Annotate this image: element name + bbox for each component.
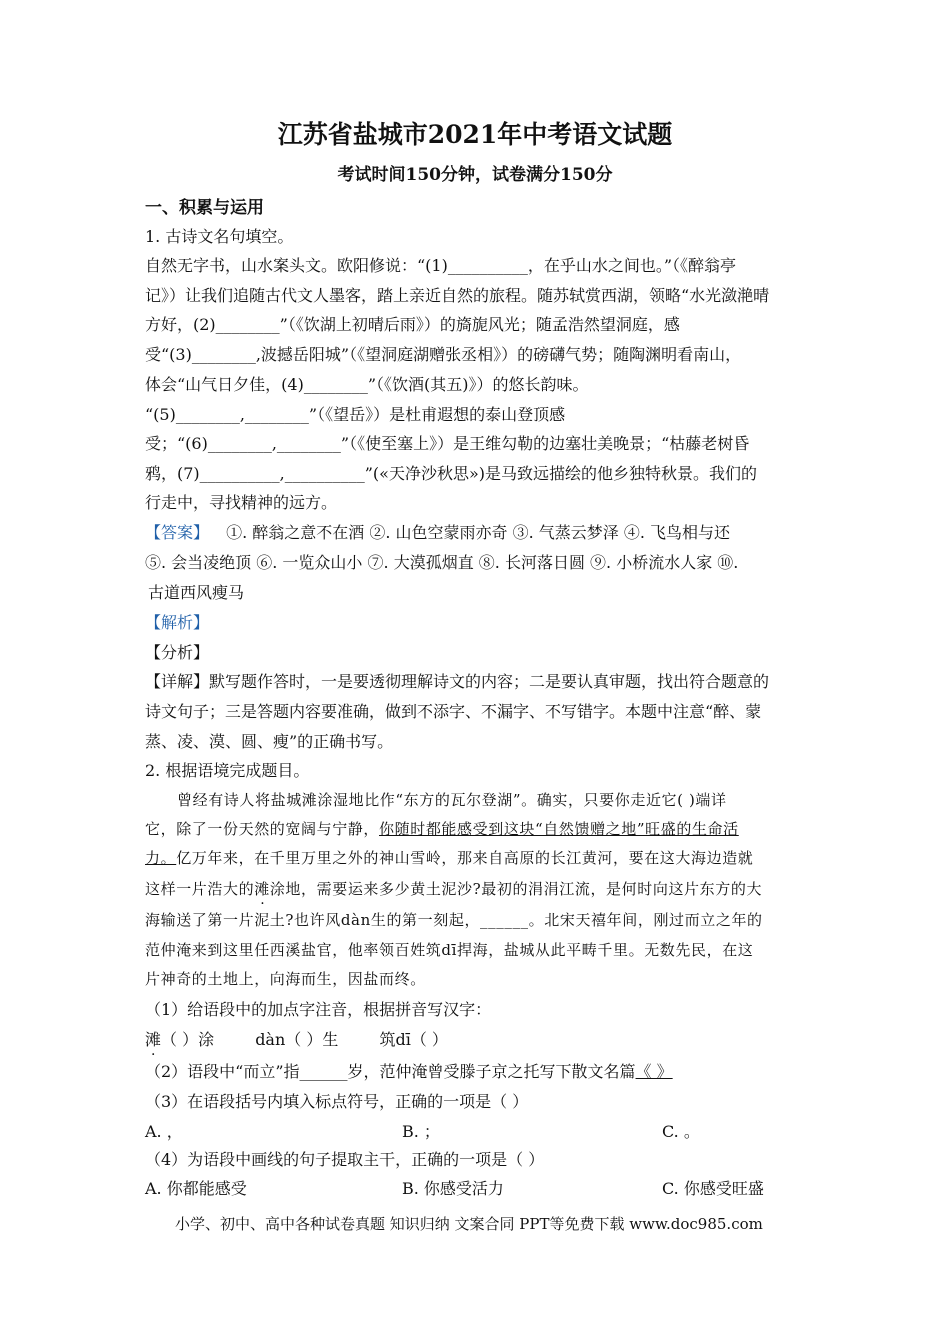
option: B. 你感受活力 (402, 1179, 504, 1198)
option: C. 你感受旺盛 (662, 1179, 764, 1198)
analysis-tag: 【解析】 (145, 613, 210, 632)
q1-line: 鸦，(7)__________,__________”(«天净沙秋思»)是马致远描绘的他乡独特秋景。我们的 (145, 464, 757, 483)
detail-text: 默写题作答时，一是要透彻理解诗文的内容；二是要认真审题，找出符合题意的 (209, 672, 770, 691)
sub-question: （1）给语段中的加点字注音，根据拼音写汉字： (145, 1000, 492, 1019)
passage-text: 它，除了一份天然的宽阔与宁静， (145, 820, 380, 838)
q1-line: 受；“(6)________,________”（《使至塞上》）是王维勾勒的边塞壮美晚景；“枯藤老树昏 (145, 434, 750, 453)
answer-tag: 【答案】 (145, 523, 210, 542)
answer-text: 古道西风瘦马 (148, 583, 245, 602)
sub-question-text: （2）语段中“而立”指______岁，范仲淹曾受滕子京之托写下散文名篇 (145, 1062, 636, 1081)
pinyin-item: 筑dī（ ） (379, 1030, 448, 1049)
detail-row (145, 670, 769, 694)
dotted-char: 滩 (254, 880, 270, 898)
q1-line: 方好，(2)________”（《饮湖上初晴后雨》）的旖旎风光；随孟浩然望洞庭，感 (145, 315, 680, 334)
answer-text: ⑤. 会当凌绝顶 ⑥. 一览众山小 ⑦. 大漠孤烟直 ⑧. 长河落日圆 ⑨. 小桥流水人家 ⑩. (145, 553, 739, 572)
q1-line: 行走中，寻找精神的远方。 (145, 493, 338, 512)
passage-line (145, 878, 762, 900)
passage-text: 涂地，需要运来多少黄土泥沙?最初的涓涓江流，是何时向这片东方的大 (269, 880, 763, 898)
footer-text: 小学、初中、高中各种试卷真题 知识归纳 文案合同 PPT等免费下载 www.doc985.com (175, 1215, 763, 1233)
passage-line: 海输送了第一片泥土?也许风dàn生的第一刻起，______。北宋天禧年间，刚过而立之年的 (145, 911, 763, 929)
detail-text: 蒸、凌、漠、圆、瘦”的正确书写。 (145, 732, 394, 751)
pinyin-item: 滩（ ）涂 · (145, 1030, 214, 1049)
sub-question: （3）在语段括号内填入标点符号，正确的一项是（ ） (145, 1092, 529, 1111)
passage-line: 范仲淹来到这里任西溪盐官，他率领百姓筑dī捍海，盐城从此平畴千里。无数先民，在这 (145, 941, 754, 959)
underlined-sentence: 你随时都能感受到这块“自然馈赠之地”旺盛的生命活 (379, 820, 739, 838)
q1-heading: 1. 古诗文名句填空。 (145, 227, 294, 246)
q1-line: 自然无字书，山水案头文。欧阳修说：“(1)__________，在乎山水之间也。”（《醉翁亭 (145, 256, 737, 275)
fenxi-tag: 【分析】 (145, 643, 210, 662)
q1-line: 记》）让我们追随古代文人墨客，踏上亲近自然的旅程。随苏轼赏西湖，领略“水光潋滟晴 (145, 286, 770, 305)
pinyin-item: dàn（ ）生 (255, 1030, 339, 1049)
detail-text: 诗文句子；三是答题内容要准确，做到不添字、不漏字、不写错字。本题中注意“醉、蒙 (145, 702, 762, 721)
q1-line: 体会“山气日夕佳，(4)________”（《饮酒(其五)》）的悠长韵味。 (145, 375, 589, 394)
sub-question (145, 1060, 673, 1084)
section-heading: 一、积累与运用 (145, 198, 264, 218)
option: A. ， (145, 1122, 183, 1141)
pinyin-row (145, 1028, 448, 1052)
detail-tag: 【详解】 (145, 672, 210, 691)
q1-line: “(5)________,________”（《望岳》）是杜甫遐想的泰山登顶感 (145, 405, 566, 424)
passage-line (145, 818, 739, 840)
passage-text: 亿万年来，在千里万里之外的神山雪岭，那来自高原的长江黄河，要在这大海边造就 (176, 849, 754, 867)
sub-question: （4）为语段中画线的句子提取主干，正确的一项是（ ） (145, 1150, 545, 1169)
q1-line: 受“(3)________,波撼岳阳城”（《望洞庭湖赠张丞相》）的磅礴气势；随陶渊明看南山， (145, 345, 742, 364)
answer-text: ①. 醉翁之意不在酒 ②. 山色空蒙雨亦奇 ③. 气蒸云梦泽 ④. 飞鸟相与还 (226, 523, 731, 542)
underlined-sentence: 力。 (145, 849, 177, 867)
passage-text: 这样一片浩大的 (145, 880, 255, 898)
essay-blank: 《 》 (635, 1062, 673, 1081)
option: B. ； (402, 1122, 440, 1141)
exam-subtitle: 考试时间150分钟，试卷满分150分 (337, 165, 613, 185)
page-title: 江苏省盐城市2021年中考语文试题 (277, 120, 673, 149)
passage-line (145, 847, 753, 869)
answer-row (145, 521, 730, 545)
option: C. 。 (662, 1122, 700, 1141)
passage-line: 曾经有诗人将盐城滩涂湿地比作“东方的瓦尔登湖”。确实，只要你走近它( )端详 (177, 791, 727, 809)
passage-line: 片神奇的土地上，向海而生，因盐而终。 (145, 970, 426, 988)
q2-heading: 2. 根据语境完成题目。 (145, 761, 310, 780)
option: A. 你都能感受 (145, 1179, 247, 1198)
